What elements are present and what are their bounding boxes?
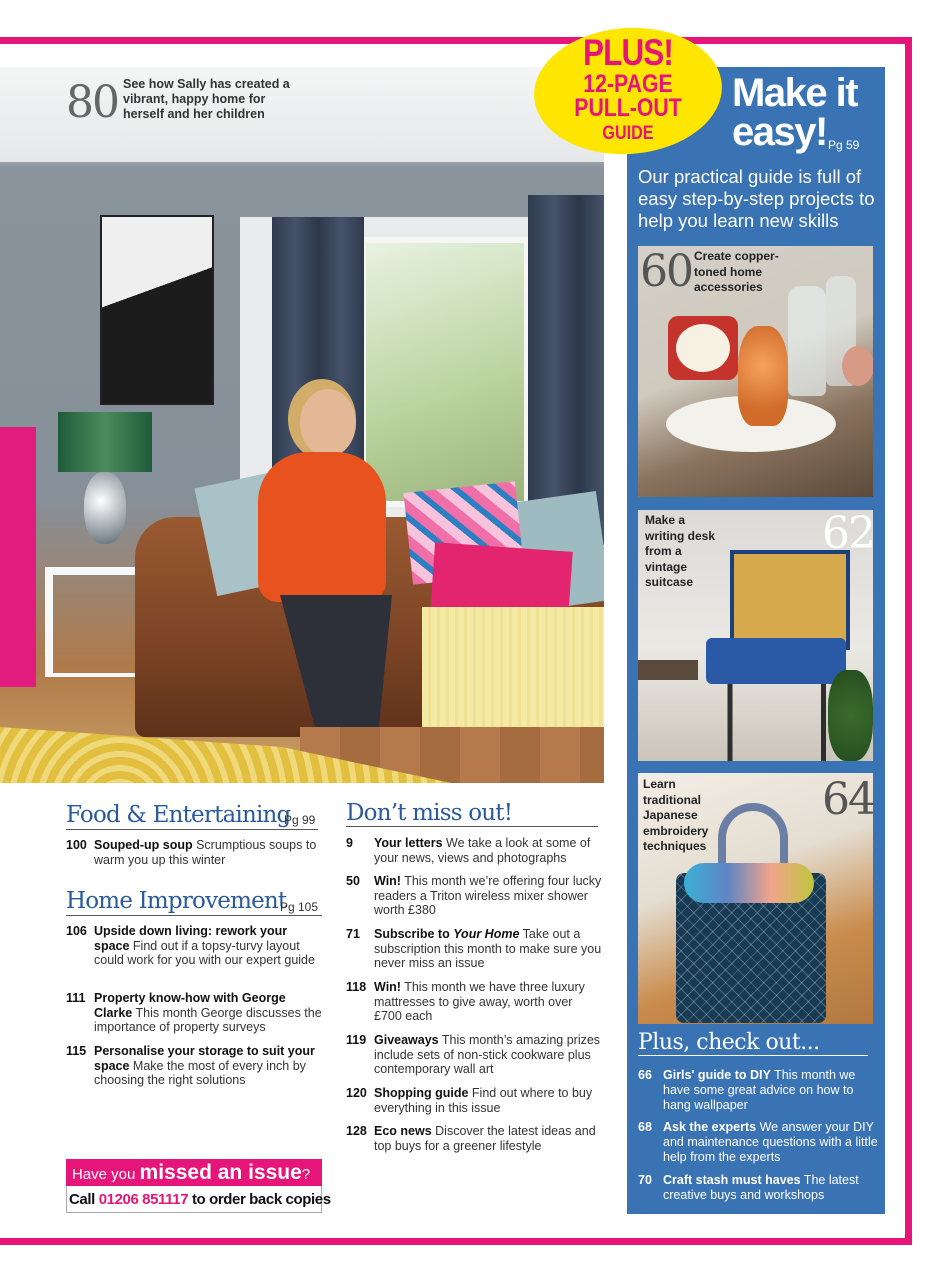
item-description: This month we have three luxury mattresses to give away, worth over £700 each	[374, 980, 585, 1024]
item-title: Craft stash must haves	[663, 1173, 801, 1187]
item-page-number: 118	[346, 980, 367, 994]
item-page-number: 106	[66, 924, 87, 938]
list-item[interactable]	[638, 1068, 880, 1113]
list-item[interactable]	[66, 1044, 324, 1088]
item-title: Your letters	[374, 836, 443, 850]
item-page-number: 100	[66, 838, 87, 852]
list-item[interactable]	[346, 1086, 602, 1115]
item-description: This month we have some great advice on how to hang wallpaper	[663, 1068, 856, 1112]
item-description: Take out a subscription this month to make sure you never miss an issue	[374, 927, 602, 971]
list-item[interactable]	[346, 836, 602, 865]
item-title: Win!	[374, 874, 401, 888]
item-description: Discover the latest ideas and top buys for a greener lifestyle	[374, 1124, 596, 1153]
item-title: Ask the experts	[663, 1120, 757, 1134]
section-rule	[346, 826, 598, 827]
make-it-easy-page-ref: Pg 59	[828, 138, 860, 152]
project-page-number: 64	[822, 774, 874, 825]
phone-number[interactable]: 01206 851117	[98, 1191, 189, 1208]
list-item[interactable]	[638, 1120, 880, 1165]
list-item[interactable]	[346, 980, 602, 1024]
plus-check-out-rule	[638, 1055, 868, 1056]
project-caption: Make a writing desk from a vintage suitcase	[645, 513, 716, 589]
item-description: This month George discusses the importance of property surveys	[94, 1005, 322, 1035]
item-page-number: 68	[638, 1120, 652, 1134]
item-title: Souped-up soup	[94, 838, 193, 852]
hero-page-number: 80	[66, 77, 118, 128]
item-page-number: 71	[346, 927, 360, 941]
item-page-number: 111	[66, 991, 86, 1005]
project-caption: Create copper-toned home accessories	[694, 249, 779, 294]
badge-line-guide: GUIDE	[602, 123, 654, 144]
food-entertaining-page-ref: Pg 99	[284, 813, 316, 827]
item-description: We answer your DIY and maintenance questions with a little help from the experts	[663, 1120, 878, 1164]
list-item[interactable]	[638, 1173, 880, 1203]
missed-issue-text: missed an issue	[139, 1161, 302, 1184]
magazine-name: Your Home	[453, 927, 520, 941]
item-description: The latest creative buys and workshops	[663, 1173, 859, 1202]
list-item[interactable]	[346, 927, 602, 971]
item-description: This month’s amazing prizes include sets of non-stick cookware plus contemporary wall art	[374, 1033, 601, 1077]
list-item[interactable]	[66, 838, 324, 867]
item-description: Find out where to buy everything in this issue	[374, 1086, 593, 1115]
badge-line-12-page: 12-PAGE	[583, 70, 673, 98]
item-page-number: 66	[638, 1068, 652, 1082]
back-issues-call-line: Call 01206 851117 to order back copies	[69, 1191, 331, 1208]
plus-check-out-heading: Plus, check out...	[638, 1030, 820, 1055]
item-title: Eco news	[374, 1124, 432, 1138]
item-page-number: 119	[346, 1033, 367, 1047]
page-border-top	[0, 37, 912, 44]
section-rule	[66, 915, 322, 916]
project-caption: Learn traditional Japanese embroidery techniques	[643, 777, 709, 853]
page-border-bottom	[0, 1238, 912, 1245]
item-description: We take a look at some of your news, views and photographs	[374, 836, 591, 865]
item-page-number: 50	[346, 874, 360, 888]
item-title: Giveaways	[374, 1033, 439, 1047]
item-title: Shopping guide	[374, 1086, 469, 1100]
list-item[interactable]	[346, 1124, 602, 1153]
back-issues-headline: Have you missed an issue?	[66, 1159, 322, 1186]
item-title: Subscribe to Your Home	[374, 927, 520, 941]
hero-living-room-photo	[0, 67, 604, 783]
dont-miss-out-heading: Don’t miss out!	[346, 800, 513, 826]
list-item[interactable]	[346, 1033, 602, 1077]
item-page-number: 128	[346, 1124, 367, 1138]
list-item[interactable]	[66, 924, 324, 968]
home-improvement-page-ref: Pg 105	[280, 900, 319, 914]
item-title: Win!	[374, 980, 401, 994]
make-it-easy-intro: Our practical guide is full of easy step-by-step projects to help you learn new skills	[638, 166, 875, 231]
item-description: Make the most of every inch by choosing the right solutions	[94, 1058, 306, 1088]
section-rule	[66, 829, 318, 830]
item-page-number: 115	[66, 1044, 87, 1058]
list-item[interactable]	[346, 874, 602, 918]
badge-line-plus: PLUS!	[582, 32, 674, 73]
item-description: This month we’re offering four lucky readers a Triton wireless mixer shower worth £380	[374, 874, 602, 918]
food-entertaining-heading: Food & Entertaining	[66, 802, 291, 828]
project-page-number: 62	[822, 508, 874, 559]
badge-line-pull-out: PULL-OUT	[574, 94, 682, 122]
item-title: Personalise your storage to suit your space	[94, 1044, 315, 1073]
home-improvement-heading: Home Improvement	[66, 888, 287, 914]
item-page-number: 120	[346, 1086, 367, 1100]
item-title: Property know-how with George Clarke	[94, 991, 286, 1020]
hero-caption: See how Sally has created a vibrant, happy home for herself and her children	[123, 77, 290, 121]
item-description: Find out if a topsy-turvy layout could work for you with our expert guide	[94, 938, 315, 968]
page-border-right	[905, 37, 912, 1245]
item-description: Scrumptious soups to warm you up this winter	[94, 838, 317, 867]
project-page-number: 60	[640, 246, 692, 297]
item-title: Girls' guide to DIY	[663, 1068, 771, 1082]
make-it-easy-title: Make it easy!	[732, 71, 858, 154]
list-item[interactable]	[66, 991, 324, 1035]
item-page-number: 70	[638, 1173, 652, 1187]
item-title: Upside down living: rework your space	[94, 924, 288, 953]
item-page-number: 9	[346, 836, 353, 850]
